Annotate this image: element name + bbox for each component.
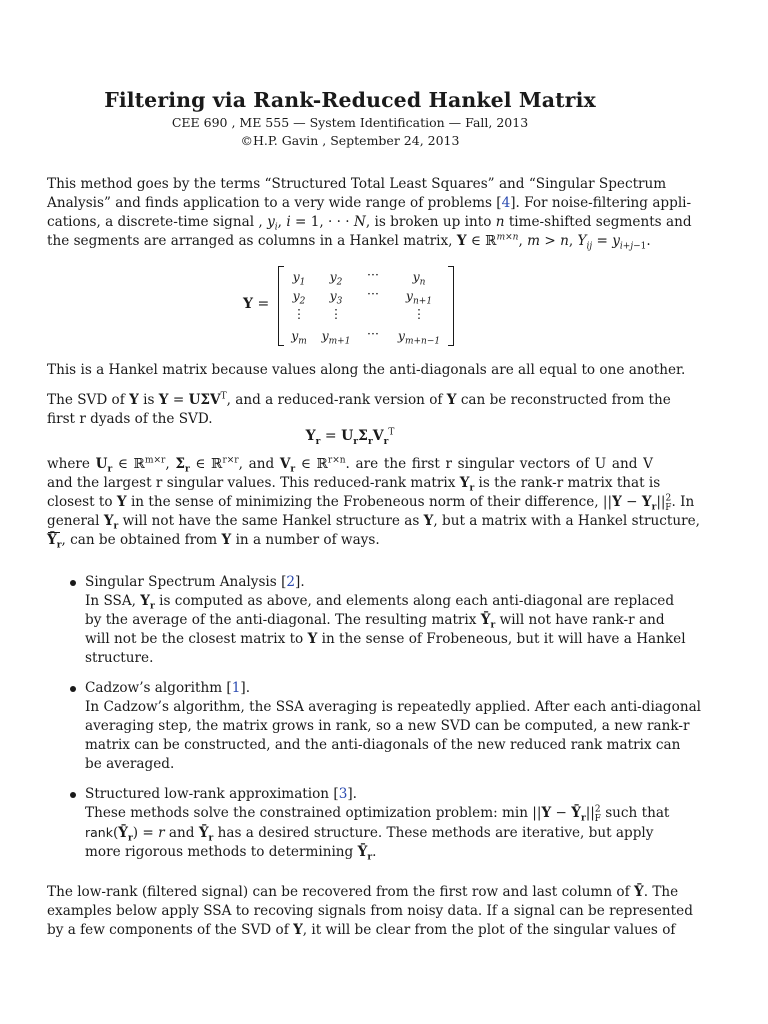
matrix-cell: $y_m$ <box>291 328 307 347</box>
bullet-cadzow-heading: Cadzow’s algorithm [1]. <box>85 680 251 696</box>
matrix-cell: ⋮ <box>292 306 306 321</box>
hankel-note: This is a Hankel matrix because values along the anti-diagonals are all equal to one another. <box>47 362 686 378</box>
matrix-cell: $y_{m+n-1}$ <box>397 328 441 347</box>
citation-link-4[interactable]: 4 <box>501 195 511 211</box>
bullet-slra-heading: Structured low-rank approximation [3]. <box>85 786 357 802</box>
intro-line-4: the segments are arranged as columns in a Hankel matrix, Y ∈ ℝ$^{m\times n}$, m > n, $Y_{ij} = y_{i+j-1}$. <box>47 232 651 252</box>
where-line-1: where $U_r$ ∈ ℝ$^{m\times r}$, $\Sigma_r$ ∈ ℝ$^{r\times r}$, and $V_r$ ∈ ℝ$^{r\times n}$. are the first r singular vectors of U and V <box>47 455 653 475</box>
closing-line-1: The low-rank (filtered signal) can be recovered from the first row and last column of Ȳ. The <box>47 884 679 900</box>
matrix-cell: $y_3$ <box>329 288 343 307</box>
bullet-ssa-heading: Singular Spectrum Analysis [2]. <box>85 574 305 590</box>
bullet-cadzow: Cadzow’s algorithm [1]. In Cadzow’s algorithm, the SSA averaging is repeatedly applied. After each anti-diagonal averaging step, the matrix grows in rank, so a new SVD can be computed, a new rank-r matrix can be constructed, and the anti-diagonals of the new reduced rank matrix can be averaged. <box>85 680 702 772</box>
citation-link-2[interactable]: 2 <box>286 574 296 590</box>
matrix-cell: $y_2$ <box>292 288 306 307</box>
reduced-rank-equation: $Y_r = U_r\Sigma_rV_r^T$ <box>305 427 395 447</box>
matrix-cell: ··· <box>367 326 379 341</box>
bullet-marker <box>70 686 76 692</box>
where-line-5: $Ȳ_r$, can be obtained from Y in a number of ways. <box>47 532 380 551</box>
svd-line-2: first r dyads of the SVD. <box>47 411 213 427</box>
where-paragraph <box>47 455 700 551</box>
matrix-left-bracket <box>278 266 284 346</box>
matrix-cell: ··· <box>367 267 379 282</box>
matrix-cell: ⋮ <box>329 306 343 321</box>
matrix-cell: $y_{m+1}$ <box>321 328 351 347</box>
closing-line-2: examples below apply SSA to recoving signals from noisy data. If a signal can be represented <box>47 903 693 919</box>
intro-line-3: cations, a discrete-time signal , $y_i$, i = 1, · · · N, is broken up into n time-shifted segments and <box>47 214 692 233</box>
intro-line-2: Analysis” and finds application to a very wide range of problems [4]. For noise-filtering appli- <box>47 195 692 211</box>
hankel-matrix-equation <box>243 264 463 348</box>
author-date-line: ©H.P. Gavin , September 24, 2013 <box>240 133 460 148</box>
intro-paragraph <box>47 175 692 252</box>
bullet-marker <box>70 792 76 798</box>
where-line-3: closest to Y in the sense of minimizing the Frobeneous norm of their difference, $||Y - Y_r||^2_F$. In <box>47 493 695 513</box>
matrix-label: Y = <box>243 296 270 312</box>
matrix-cell: ··· <box>367 286 379 301</box>
where-line-4: general $Y_r$ will not have the same Hankel structure as Y, but a matrix with a Hankel structure, <box>47 513 700 532</box>
matrix-cell: $y_n$ <box>412 269 426 288</box>
matrix-cell: $y_1$ <box>292 269 306 288</box>
matrix-cell: $y_2$ <box>329 269 343 288</box>
matrix-cell: ⋮ <box>412 306 426 321</box>
bullet-ssa: Singular Spectrum Analysis [2]. In SSA, $Y_r$ is computed as above, and elements along each anti-diagonal are replaced by the average of the anti-diagonal. The resulting matrix $Ȳ_r$ will not have rank-r and will not be the closest matrix to Y in the sense of Frobeneous, but it will have a Hankel structure. <box>85 574 686 666</box>
intro-line-1: This method goes by the terms “Structured Total Least Squares” and “Singular Spectrum <box>47 176 667 192</box>
course-line: CEE 690 , ME 555 — System Identification — Fall, 2013 <box>171 115 529 130</box>
matrix-right-bracket <box>448 266 454 346</box>
where-line-2: and the largest r singular values. This reduced-rank matrix $Y_r$ is the rank-r matrix that is <box>47 475 661 494</box>
closing-paragraph <box>47 883 693 940</box>
bullet-marker <box>70 580 76 586</box>
citation-link-1[interactable]: 1 <box>231 680 241 696</box>
bullet-structured-low-rank: Structured low-rank approximation [3]. These methods solve the constrained optimization problem: $\min ||Y - Ȳ_r||^2_F$ such that $rank(Ȳ_r) = r$ and $Ȳ_r$ has a desired structure. These methods are iterative, but apply more rigorous methods to determining $Ȳ_r$. <box>85 786 670 863</box>
svd-paragraph <box>47 391 671 429</box>
matrix-cell: $y_{n+1}$ <box>405 288 433 307</box>
svd-line-1: The SVD of Y is $Y = U\Sigma V^T$, and a reduced-rank version of Y can be reconstructed from the <box>47 391 671 408</box>
closing-line-3: by a few components of the SVD of Y, it will be clear from the plot of the singular values of <box>47 922 676 938</box>
citation-link-3[interactable]: 3 <box>338 786 348 802</box>
paper-title: Filtering via Rank-Reduced Hankel Matrix <box>104 88 596 112</box>
